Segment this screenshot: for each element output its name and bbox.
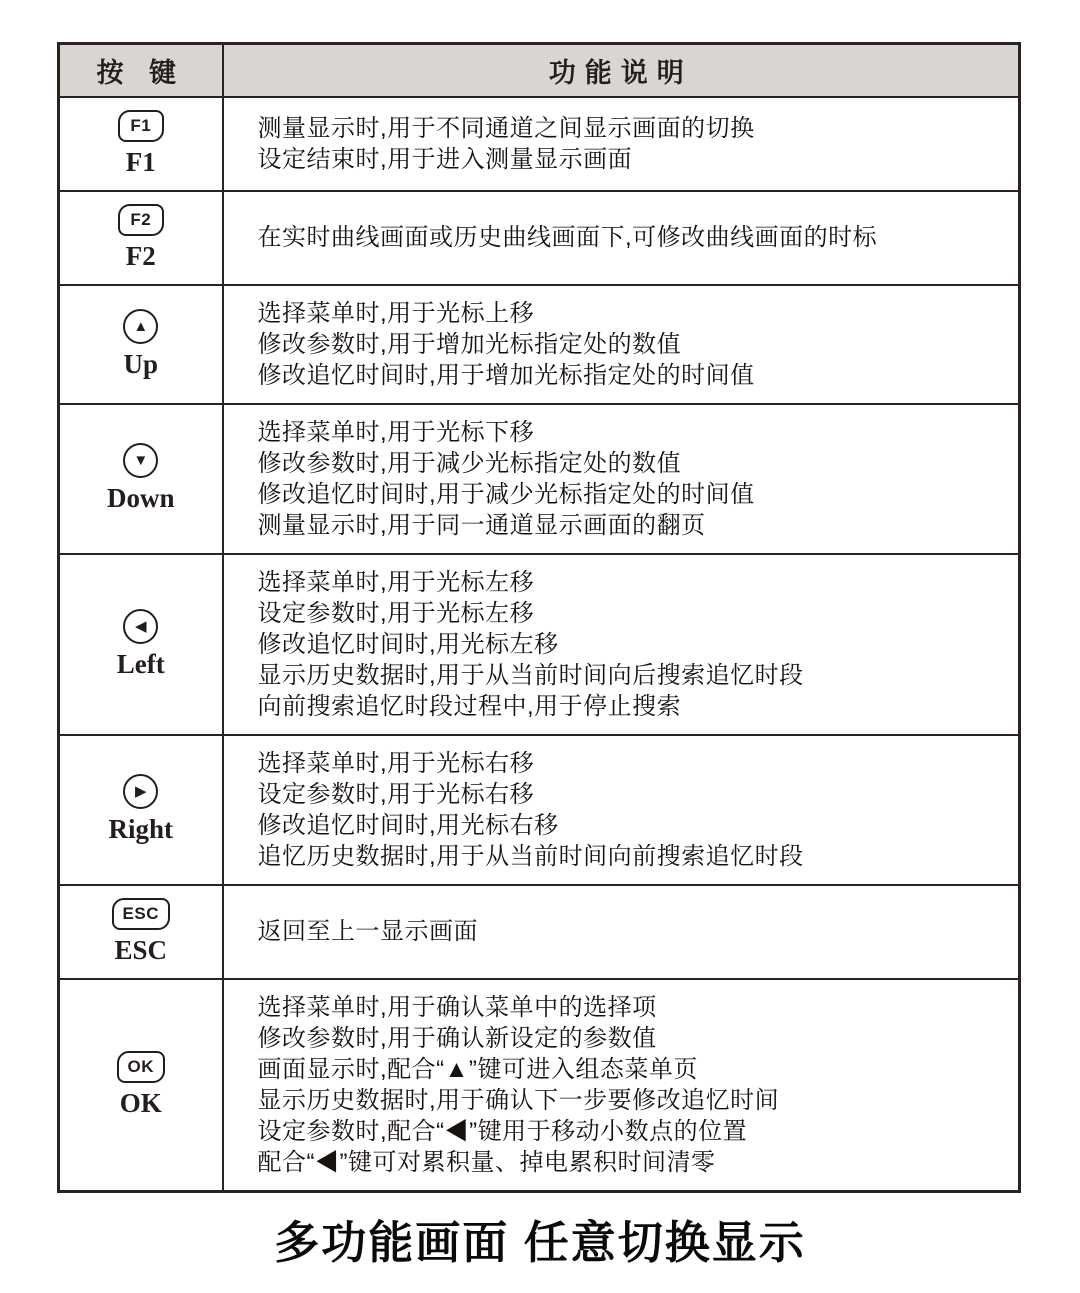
- key-label: Left: [116, 648, 165, 679]
- table-row: [59, 191, 1020, 285]
- f1-key-icon: F1: [118, 110, 164, 142]
- left-arrow-key-icon: ◀: [123, 609, 158, 644]
- key-cell: [59, 404, 223, 554]
- function-cell: [223, 285, 1020, 404]
- key-label: F1: [125, 146, 156, 177]
- function-cell: [223, 979, 1020, 1192]
- function-cell: [223, 97, 1020, 191]
- table-header-row: [59, 44, 1020, 97]
- function-description-line: 返回至上一显示画面: [257, 918, 478, 945]
- key-cell: [59, 979, 223, 1192]
- key-cell: [59, 554, 223, 735]
- table-row: [59, 735, 1020, 885]
- function-description-line: 修改参数时,用于增加光标指定处的数值: [257, 330, 682, 358]
- function-cell: [223, 191, 1020, 285]
- key-cell: [59, 97, 223, 191]
- function-column-header: 功能说明: [223, 44, 1020, 97]
- key-label: F2: [125, 240, 156, 271]
- function-description-line: 选择菜单时,用于光标上移: [257, 299, 535, 327]
- function-cell: [223, 404, 1020, 554]
- key-cell: [59, 735, 223, 885]
- table-row: [59, 404, 1020, 554]
- function-description-line: 画面显示时,配合“▲”键可进入组态菜单页: [257, 1055, 698, 1083]
- function-description-line: 修改追忆时间时,用于增加光标指定处的时间值: [257, 361, 755, 389]
- function-description-line: 选择菜单时,用于确认菜单中的选择项: [257, 993, 657, 1021]
- key-label: ESC: [114, 934, 168, 965]
- up-arrow-key-icon: ▲: [123, 309, 158, 344]
- key-column-header: 按 键: [59, 44, 223, 97]
- function-description-line: 修改追忆时间时,用光标右移: [257, 811, 559, 839]
- function-description-line: 显示历史数据时,用于从当前时间向后搜索追忆时段: [257, 661, 804, 689]
- function-description-line: 修改参数时,用于确认新设定的参数值: [257, 1024, 657, 1052]
- function-description-line: 显示历史数据时,用于确认下一步要修改追忆时间: [257, 1086, 780, 1114]
- page-title: 多功能画面 任意切换显示: [274, 1217, 806, 1268]
- function-description-line: 选择菜单时,用于光标下移: [257, 418, 535, 446]
- esc-key-icon: ESC: [112, 898, 170, 930]
- ok-key-icon: OK: [117, 1051, 166, 1083]
- function-description-line: 修改参数时,用于减少光标指定处的数值: [257, 449, 682, 477]
- function-cell: [223, 554, 1020, 735]
- f2-key-icon: F2: [118, 204, 164, 236]
- key-cell: [59, 285, 223, 404]
- function-description-line: 向前搜索追忆时段过程中,用于停止搜索: [257, 692, 682, 720]
- keypad-function-table: [57, 42, 1021, 1193]
- key-label: Right: [108, 814, 173, 844]
- function-description-line: 设定参数时,用于光标右移: [257, 780, 535, 808]
- table-row: [59, 885, 1020, 979]
- key-label: Down: [106, 483, 175, 513]
- function-cell: [223, 885, 1020, 979]
- function-description-line: 在实时曲线画面或历史曲线画面下,可修改曲线画面的时标: [257, 224, 878, 251]
- function-cell: [223, 735, 1020, 885]
- table-row: [59, 979, 1020, 1192]
- function-description-line: 测量显示时,用于同一通道显示画面的翻页: [257, 511, 706, 539]
- key-cell: [59, 191, 223, 285]
- table-row: [59, 285, 1020, 404]
- function-description-line: 修改追忆时间时,用于减少光标指定处的时间值: [257, 480, 755, 508]
- table-row: [59, 97, 1020, 191]
- function-description-line: 选择菜单时,用于光标右移: [257, 749, 535, 777]
- key-label: Up: [123, 348, 158, 379]
- key-cell: [59, 885, 223, 979]
- function-description-line: 设定参数时,用于光标左移: [257, 599, 535, 627]
- down-arrow-key-icon: ▼: [123, 443, 158, 478]
- function-description-line: 设定参数时,配合“◀”键用于移动小数点的位置: [257, 1117, 748, 1145]
- function-description-line: 修改追忆时间时,用光标左移: [257, 630, 559, 658]
- function-description-line: 测量显示时,用于不同通道之间显示画面的切换: [257, 114, 755, 142]
- function-description-line: 选择菜单时,用于光标左移: [257, 568, 535, 596]
- function-description-line: 配合“◀”键可对累积量、掉电累积时间清零: [257, 1148, 716, 1176]
- right-arrow-key-icon: ▶: [123, 774, 158, 809]
- key-label: OK: [119, 1087, 162, 1118]
- table-row: [59, 554, 1020, 735]
- function-description-line: 设定结束时,用于进入测量显示画面: [257, 145, 633, 173]
- function-description-line: 追忆历史数据时,用于从当前时间向前搜索追忆时段: [257, 842, 804, 870]
